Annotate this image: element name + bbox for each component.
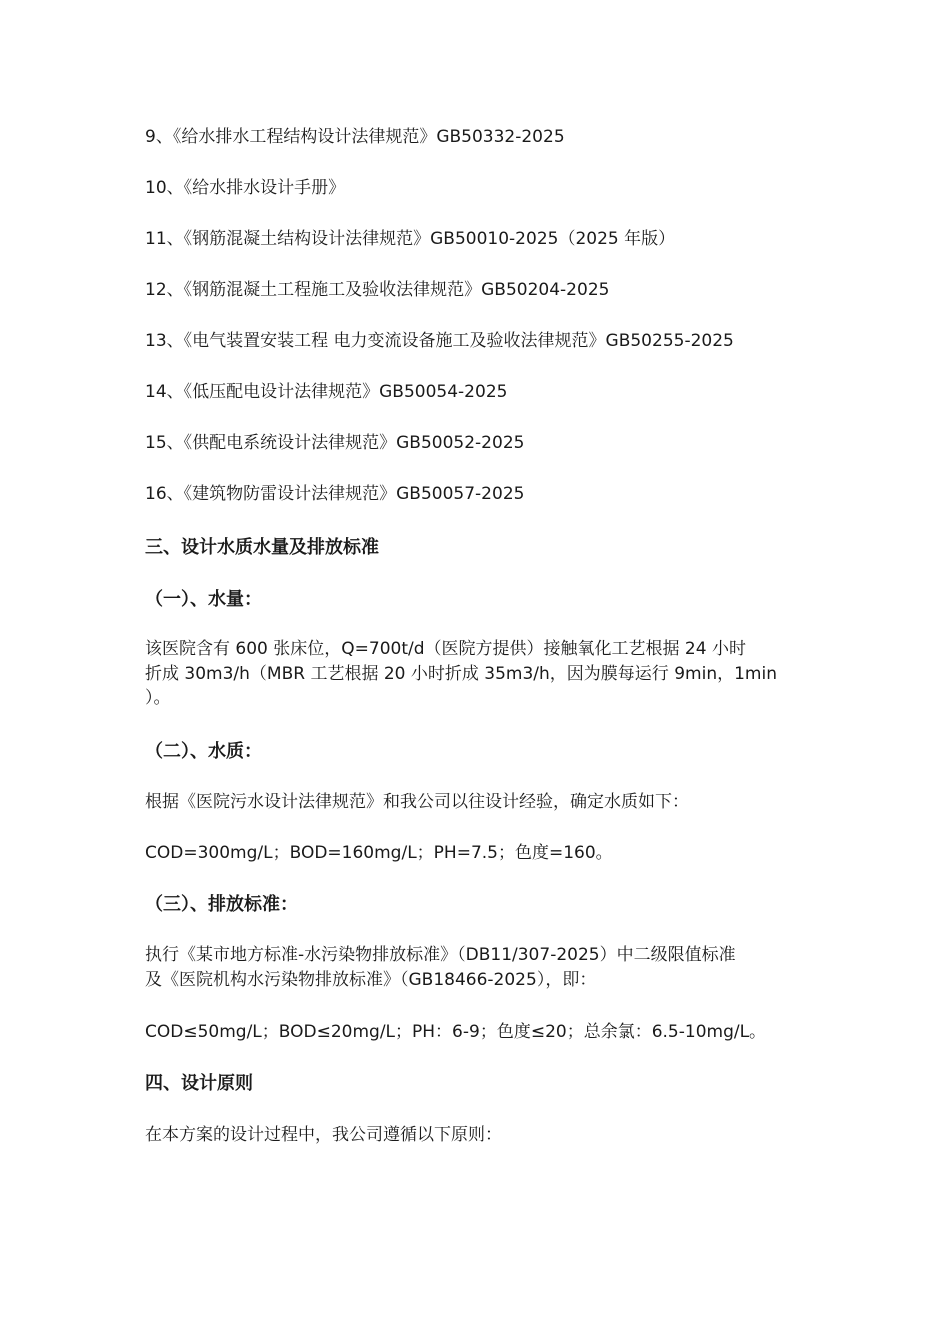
- section-4-heading: 四、设计原则: [145, 1073, 253, 1094]
- water-quantity-line-2: 折成 30m3/h（MBR 工艺根据 20 小时折成 35m3/h，因为膜每运行 9min，1min: [145, 663, 777, 684]
- discharge-standard-paragraph: [145, 943, 815, 992]
- reference-item-15: 15、《供配电系统设计法律规范》GB50052-2025: [145, 433, 525, 453]
- subsection-water-quality-heading: （二）、水质：: [145, 741, 262, 762]
- discharge-standard-line-2: 及《医院机构水污染物排放标准》（GB18466-2025），即：: [145, 969, 597, 990]
- section-3-heading: 三、设计水质水量及排放标准: [145, 537, 379, 558]
- reference-item-9: 9、《给水排水工程结构设计法律规范》GB50332-2025: [145, 127, 565, 147]
- water-quantity-line-3: ）。: [145, 688, 171, 708]
- reference-item-14: 14、《低压配电设计法律规范》GB50054-2025: [145, 382, 508, 402]
- water-quality-values: COD=300mg/L；BOD=160mg/L；PH=7.5；色度=160。: [145, 843, 613, 863]
- reference-item-12: 12、《钢筋混凝土工程施工及验收法律规范》GB50204-2025: [145, 280, 610, 300]
- subsection-discharge-standard-heading: （三）、排放标准：: [145, 894, 298, 915]
- water-quality-intro: 根据《医院污水设计法律规范》和我公司以往设计经验，确定水质如下：: [145, 792, 689, 812]
- water-quantity-paragraph: [145, 637, 815, 711]
- reference-item-10: 10、《给水排水设计手册》: [145, 178, 346, 198]
- design-principles-intro: 在本方案的设计过程中，我公司遵循以下原则：: [145, 1125, 502, 1145]
- reference-item-13: 13、《电气装置安装工程 电力变流设备施工及验收法律规范》GB50255-2025: [145, 331, 734, 351]
- discharge-standard-line-1: 执行《某市地方标准-水污染物排放标准》（DB11/307-2025）中二级限值标准: [145, 945, 736, 965]
- water-quantity-line-1: 该医院含有 600 张床位，Q=700t/d（医院方提供）接触氧化工艺根据 24 小时: [145, 639, 746, 659]
- discharge-standard-values: COD≤50mg/L；BOD≤20mg/L；PH：6-9；色度≤20；总余氯：6.5-10mg/L。: [145, 1022, 767, 1042]
- subsection-water-quantity-heading: （一）、水量：: [145, 589, 262, 610]
- reference-item-11: 11、《钢筋混凝土结构设计法律规范》GB50010-2025（2025 年版）: [145, 229, 676, 249]
- reference-item-16: 16、《建筑物防雷设计法律规范》GB50057-2025: [145, 484, 525, 504]
